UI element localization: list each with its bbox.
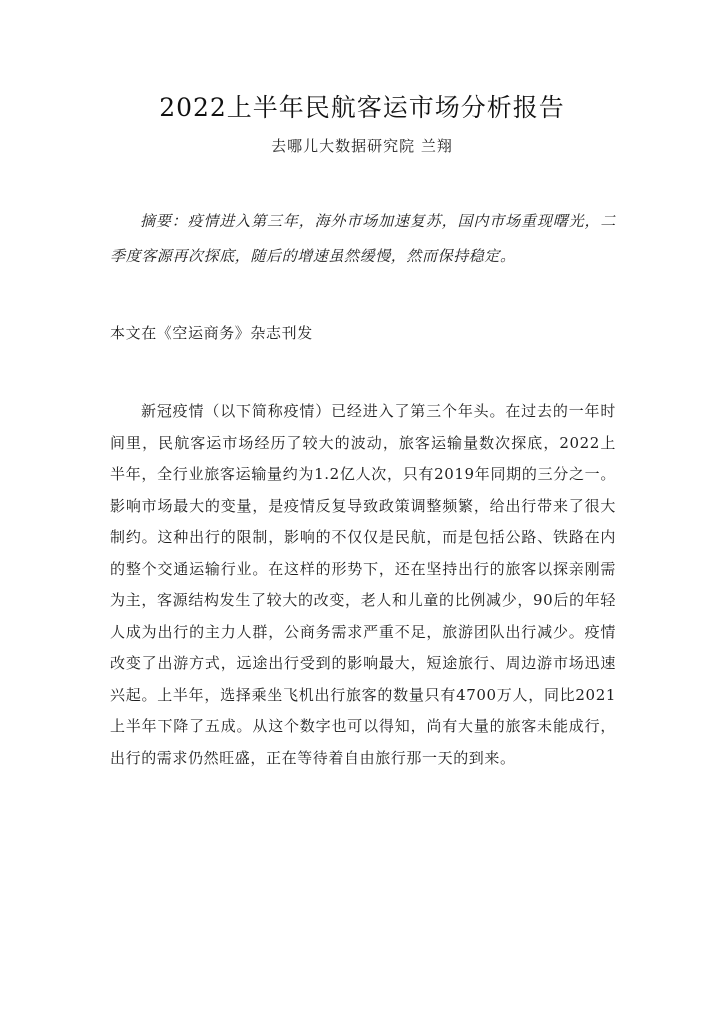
abstract-paragraph: 摘要：疫情进入第三年，海外市场加速复苏，国内市场重现曙光，二季度客源再次探底，随后的增速虽然缓慢，然而保持稳定。 xyxy=(110,212,616,265)
body-paragraph: 新冠疫情（以下简称疫情）已经进入了第三个年头。在过去的一年时间里，民航客运市场经历了较大的波动，旅客运输量数次探底，2022上半年，全行业旅客运输量约为1.2亿人次，只有2019年同期的三分之一。影响市场最大的变量，是疫情反复导致政策调整频繁，给出行带来了很大制约。这种出行的限制，影响的不仅仅是民航，而是包括公路、铁路在内的整个交通运输行业。在这样的形势下，还在坚持出行的旅客以探亲刚需为主，客源结构发生了较大的改变，老人和儿童的比例减少，90后的年轻人成为出行的主力人群，公商务需求严重不足，旅游团队出行减少。疫情改变了出游方式，远途出行受到的影响最大，短途旅行、周边游市场迅速兴起。上半年，选择乘坐飞机出行旅客的数量只有4700万人，同比2021上半年下降了五成。从这个数字也可以得知，尚有大量的旅客未能成行，出行的需求仍然旺盛，正在等待着自由旅行那一天的到来。 xyxy=(110,402,616,767)
author-line: 去哪儿大数据研究院 兰翔 xyxy=(271,137,453,155)
publication-note: 本文在《空运商务》杂志刊发 xyxy=(110,324,313,342)
document-title: 2022上半年民航客运市场分析报告 xyxy=(159,93,565,122)
